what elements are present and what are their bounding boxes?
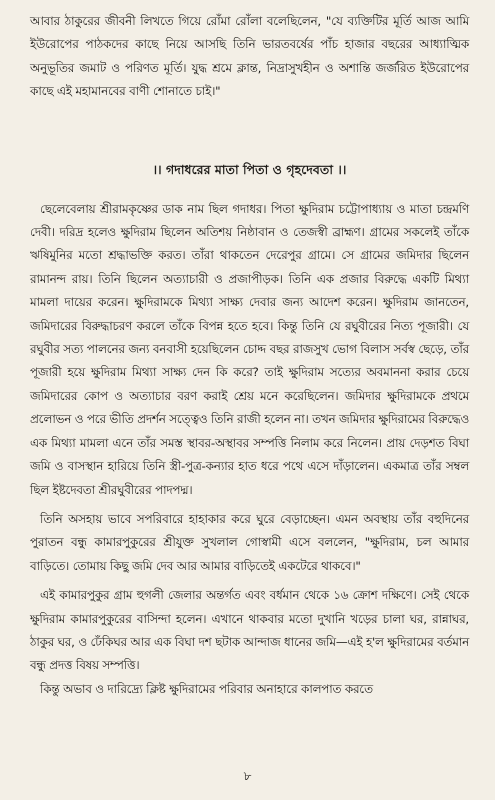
body-paragraph-2: তিনি অসহায় ভাবে সপরিবারে হাহাকার করে ঘুরে বেড়াচ্ছেন। এমন অবস্থায় তাঁর বহুদিনের পুরাতন বন্ধু কামারপুকুরের শ্রীযুক্ত সুখলাল গোস্বামী এসে বললেন, "ক্ষুদিরাম, চল আমার বাড়িতে। তোমায় কিছু জমি দেব আর আমার বাড়িতেই একটেরে থাকবে।" <box>30 511 469 573</box>
intro-paragraph: আবার ঠাকুরের জীবনী লিখতে গিয়ে রোঁমা রোঁলা বলেছিলেন, "যে ব্যক্তিটির মূর্তি আজ আমি ইউরোপের পাঠকদের কাছে নিয়ে আসছি তিনি ভারতবর্ষের পাঁচ হাজার বছরের আধ্যাত্মিক অনুভূতির জমাট ও পরিণত মূর্তি। যুদ্ধ শ্রমে ক্লান্ত, নিদ্রাসুখহীন ও অশান্তি জর্জরিত ইউরোপের কাছে এই মহামানবের বাণী শোনাতে চাই।" <box>30 14 469 99</box>
body-paragraph-4: কিন্তু অভাব ও দারিদ্র্যে ক্লিষ্ট ক্ষুদিরামের পরিবার অনাহারে কালপাত করতে <box>40 681 373 696</box>
body-paragraph-1: ছেলেবেলায় শ্রীরামকৃষ্ণের ডাক নাম ছিল গদাধর। পিতা ক্ষুদিরাম চট্টোপাধ্যায় ও মাতা চন্দ্রমণি দেবী। দরিদ্র হলেও ক্ষুদিরাম ছিলেন অতিশয় নিষ্ঠাবান ও তেজস্বী ব্রাহ্মণ। গ্রামের সকলেই তাঁকে ঋষিমুনির মতো শ্রদ্ধাভক্তি করত। তাঁরা থাকতেন দেরেপুর গ্রামে। সে গ্রামের জমিদার ছিলেন রামানন্দ রায়। তিনি ছিলেন অত্যাচারী ও প্রজাপীড়ক। তিনি এক প্রজার বিরুদ্ধে একটি মিথ্যা মামলা দায়ের করেন। ক্ষুদিরামকে মিথ্যা সাক্ষ্য দেবার জন্য আদেশ করেন। ক্ষুদিরাম জানতেন, জমিদারের বিরুদ্ধাচরণ করলে তাঁকে বিপন্ন হতে হবে। কিন্তু তিনি যে রঘুবীরের নিত্য পূজারী। যে রঘুবীর সত্য পালনের জন্য বনবাসী হয়েছিলেন চোদ্দ বছর রাজসুখ ভোগ বিলাস সর্বস্ব ছেড়ে, তাঁর পূজারী হয়ে ক্ষুদিরাম মিথ্যা সাক্ষ্য দেন কি করে? তাই ক্ষুদিরাম সত্যের অবমাননা করার চেয়ে জমিদারের কোপ ও অত্যাচার বরণ করাই শ্রেয় মনে করেছিলেন। জমিদার ক্ষুদিরামকে প্রথমে প্রলোভন ও পরে ভীতি প্রদর্শন সত্ত্বেও তিনি রাজী হলেন না। তখন জমিদার ক্ষুদিরামের বিরুদ্ধেও এক মিথ্যা মামলা এনে তাঁর সমস্ত স্থাবর-অস্থাবর সম্পত্তি নিলাম করে নিলেন। প্রায় দেড়শত বিঘা জমি ও বাসস্থান হারিয়ে তিনি স্ত্রী-পুত্র-কন্যার হাত ধরে পথে এসে দাঁড়ালেন। একমাত্র তাঁর সম্বল ছিল ইষ্টদেবতা শ্রীরঘুবীরের পাদপদ্ম। <box>30 201 469 497</box>
page-number: ৮ <box>243 769 252 783</box>
section-heading: ।। গদাধরের মাতা পিতা ও গৃহদেবতা ।। <box>152 161 347 177</box>
body-paragraph-3: এই কামারপুকুর গ্রাম হুগলী জেলার অন্তর্গত এবং বর্ধমান থেকে ১৬ ক্রোশ দক্ষিণে। সেই থেকে ক্ষুদিরাম কামারপুকুরের বাসিন্দা হলেন। এখানে থাকবার মতো দুখানি খড়ের চালা ঘর, রান্নাঘর, ঠাকুর ঘর, ও ঢেঁকিঘর আর এক বিঘা দশ ছটাক আন্দাজ ধানের জমি—এই হ'ল ক্ষুদিরামের বর্তমান বন্ধু প্রদত্ত বিষয় সম্পত্তি। <box>30 588 469 673</box>
